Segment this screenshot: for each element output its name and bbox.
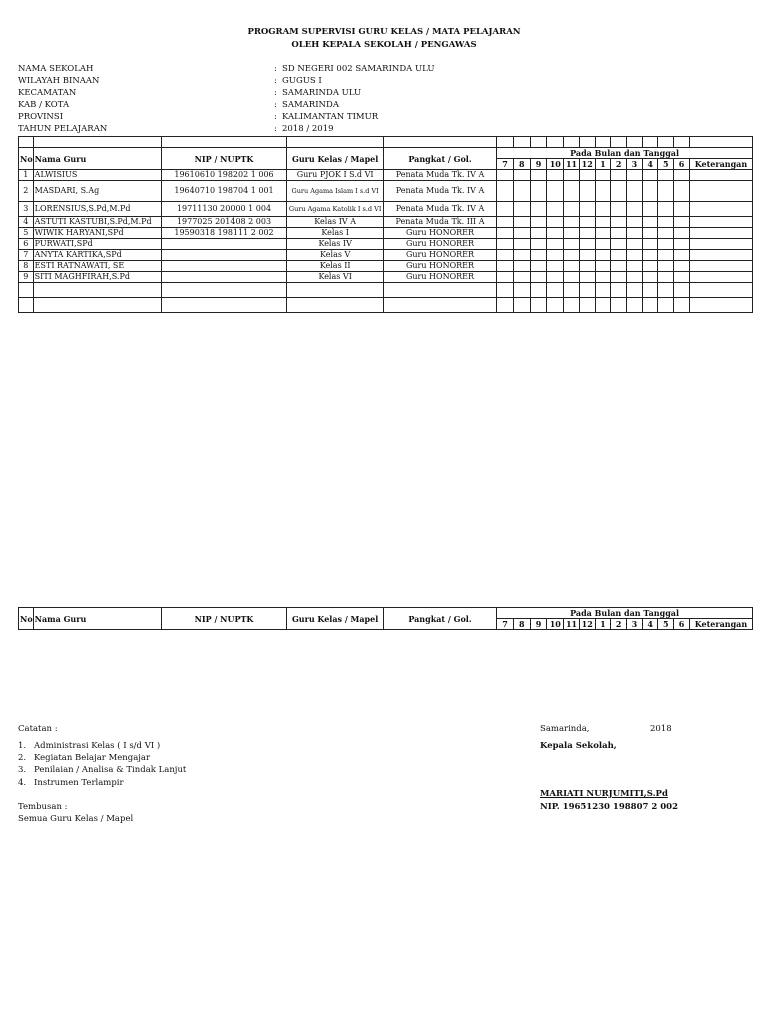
cell-kelas: Kelas II [287,261,383,272]
header-nip: NIP / NUPTK [161,608,287,630]
date-cell [595,261,611,272]
info-label: KECAMATAN [18,88,77,98]
month-cell: 5 [658,159,674,170]
date-cell [627,217,643,228]
blank-row [19,298,753,313]
date-cell [513,239,530,250]
cell-nip [161,272,287,283]
month-cell: 2 [611,159,627,170]
header-bulan: Pada Bulan dan Tanggal [497,608,753,619]
info-value: SAMARINDA [282,100,339,110]
cell-nip: 19640710 198704 1 001 [161,181,287,202]
date-cell [530,272,547,283]
month-cell: 8 [513,159,530,170]
date-cell [497,170,514,181]
cell-nama: ALWISIUS [33,170,161,181]
info-colon: : [274,64,277,74]
date-cell [627,228,643,239]
date-cell [530,250,547,261]
date-cell [611,181,627,202]
cell-no: 6 [19,239,34,250]
date-cell [595,170,611,181]
info-label: KAB / KOTA [18,100,70,110]
catatan-item: Kegiatan Belajar Mengajar [34,753,151,763]
date-cell [530,228,547,239]
date-cell [513,250,530,261]
header-pangkat: Pangkat / Gol. [383,148,496,170]
date-cell [579,239,595,250]
date-cell [642,239,658,250]
date-cell [579,250,595,261]
table-row [19,217,753,228]
document-subtitle: OLEH KEPALA SEKOLAH / PENGAWAS [291,40,477,50]
month-cell: 7 [497,159,514,170]
date-cell [547,170,564,181]
date-cell [674,228,690,239]
info-value: KALIMANTAN TIMUR [282,112,379,122]
month-cell: 1 [595,619,611,630]
date-cell [547,217,564,228]
date-cell [564,181,580,202]
cell-kelas: Guru Agama Islam I s.d VI [287,181,383,202]
date-cell [627,261,643,272]
tembusan-label: Tembusan : [18,802,68,812]
date-cell [642,272,658,283]
header-kelas: Guru Kelas / Mapel [287,148,383,170]
month-cell: 12 [579,159,595,170]
cell-kelas: Guru PJOK I S.d VI [287,170,383,181]
month-cell: 8 [513,619,530,630]
date-cell [642,170,658,181]
month-cell: 5 [658,619,674,630]
supervision-table [18,136,753,313]
date-cell [627,239,643,250]
keterangan-cell [689,202,752,217]
date-cell [595,239,611,250]
date-cell [530,261,547,272]
date-cell [564,217,580,228]
date-cell [642,202,658,217]
info-colon: : [274,100,277,110]
date-cell [642,217,658,228]
keterangan-cell [689,170,752,181]
info-label: WILAYAH BINAAN [18,76,100,86]
signer-nip: NIP. 19651230 198807 2 002 [540,802,678,812]
catatan-item-number: 1. [18,741,27,751]
cell-no: 3 [19,202,34,217]
info-colon: : [274,112,277,122]
signature-position: Kepala Sekolah, [540,741,617,751]
date-cell [642,181,658,202]
cell-kelas: Kelas V [287,250,383,261]
header-no: No [19,148,34,170]
date-cell [674,181,690,202]
cell-nama: ANYTA KARTIKA,SPd [33,250,161,261]
date-cell [564,202,580,217]
table-row [19,261,753,272]
month-cell: 7 [497,619,514,630]
date-cell [658,228,674,239]
table-row [19,202,753,217]
table-row [19,181,753,202]
date-cell [547,261,564,272]
date-cell [642,228,658,239]
date-cell [497,202,514,217]
date-cell [530,170,547,181]
month-cell: 1 [595,159,611,170]
month-cell: 2 [611,619,627,630]
date-cell [547,202,564,217]
header-bulan: Pada Bulan dan Tanggal [497,148,753,159]
date-cell [513,272,530,283]
cell-nama: SITI MAGHFIRAH,S.Pd [33,272,161,283]
cell-pangkat: Guru HONORER [383,272,496,283]
header-row [19,608,753,619]
date-cell [595,250,611,261]
date-cell [497,261,514,272]
month-cell: 6 [674,619,690,630]
signer-name: MARIATI NURJUMITI,S.Pd [540,789,668,799]
date-cell [497,228,514,239]
cell-pangkat: Penata Muda Tk. IV A [383,202,496,217]
date-cell [579,228,595,239]
keterangan-cell [689,261,752,272]
catatan-item: Instrumen Terlampir [34,778,124,788]
date-cell [658,261,674,272]
cell-no: 2 [19,181,34,202]
cell-no: 9 [19,272,34,283]
date-cell [595,181,611,202]
date-cell [530,202,547,217]
date-cell [658,181,674,202]
info-colon: : [274,124,277,134]
keterangan-cell [689,181,752,202]
keterangan-cell [689,250,752,261]
cell-nama: WIWIK HARYANI,SPd [33,228,161,239]
date-cell [611,170,627,181]
date-cell [547,181,564,202]
date-cell [658,170,674,181]
date-cell [674,261,690,272]
catatan-item-number: 3. [18,765,27,775]
blank-row [19,283,753,298]
date-cell [564,250,580,261]
date-cell [497,239,514,250]
date-cell [627,170,643,181]
date-cell [674,217,690,228]
info-label: NAMA SEKOLAH [18,64,94,74]
date-cell [579,202,595,217]
date-cell [674,170,690,181]
date-cell [627,202,643,217]
month-cell: 4 [642,619,658,630]
date-cell [579,170,595,181]
date-cell [497,250,514,261]
month-cell: 6 [674,159,690,170]
header-no: No [19,608,34,630]
date-cell [658,239,674,250]
cell-kelas: Kelas VI [287,272,383,283]
date-cell [579,272,595,283]
cell-nip [161,261,287,272]
date-cell [513,217,530,228]
keterangan-cell [689,228,752,239]
table-row [19,239,753,250]
tembusan-value: Semua Guru Kelas / Mapel [18,814,134,824]
catatan-item-number: 2. [18,753,27,763]
info-colon: : [274,88,277,98]
info-colon: : [274,76,277,86]
month-cell: 11 [564,159,580,170]
month-cell: 10 [547,159,564,170]
info-value: SAMARINDA ULU [282,88,362,98]
blank-header-row [19,137,753,148]
catatan-item: Penilaian / Analisa & Tindak Lanjut [34,765,187,775]
date-cell [513,261,530,272]
date-cell [642,250,658,261]
month-cell: 10 [547,619,564,630]
date-cell [611,228,627,239]
date-cell [547,228,564,239]
date-cell [674,239,690,250]
date-cell [530,181,547,202]
date-cell [530,239,547,250]
table-row [19,228,753,239]
table-row [19,250,753,261]
date-cell [547,239,564,250]
info-label: TAHUN PELAJARAN [18,124,108,134]
month-cell: 4 [642,159,658,170]
month-cell: 12 [579,619,595,630]
cell-kelas: Kelas IV A [287,217,383,228]
date-cell [642,261,658,272]
cell-nama: LORENSIUS,S.Pd,M.Pd [33,202,161,217]
signature-year: 2018 [650,724,672,734]
cell-pangkat: Penata Muda Tk. IV A [383,181,496,202]
cell-nip [161,239,287,250]
cell-no: 1 [19,170,34,181]
date-cell [674,202,690,217]
catatan-item-number: 4. [18,778,27,788]
date-cell [513,228,530,239]
header-keterangan: Keterangan [689,619,752,630]
cell-no: 7 [19,250,34,261]
date-cell [579,261,595,272]
cell-nip: 19711130 20000 1 004 [161,202,287,217]
date-cell [674,250,690,261]
header-nama: Nama Guru [33,608,161,630]
cell-no: 8 [19,261,34,272]
header-nip: NIP / NUPTK [161,148,287,170]
date-cell [579,217,595,228]
supervision-table-header-repeat [18,607,753,630]
date-cell [658,250,674,261]
date-cell [595,217,611,228]
info-value: GUGUS I [282,76,322,86]
info-value: 2018 / 2019 [282,124,334,134]
date-cell [611,272,627,283]
date-cell [513,181,530,202]
keterangan-cell [689,239,752,250]
date-cell [547,272,564,283]
table-row [19,170,753,181]
catatan-item: Administrasi Kelas ( I s/d VI ) [34,741,161,751]
info-value: SD NEGERI 002 SAMARINDA ULU [282,64,435,74]
header-nama: Nama Guru [33,148,161,170]
cell-nip [161,250,287,261]
date-cell [530,217,547,228]
cell-kelas: Kelas IV [287,239,383,250]
date-cell [547,250,564,261]
cell-nama: ASTUTI KASTUBI,S.Pd,M.Pd [33,217,161,228]
date-cell [658,217,674,228]
cell-pangkat: Guru HONORER [383,250,496,261]
date-cell [497,181,514,202]
date-cell [513,170,530,181]
cell-no: 4 [19,217,34,228]
cell-pangkat: Guru HONORER [383,261,496,272]
date-cell [674,272,690,283]
date-cell [627,250,643,261]
cell-pangkat: Penata Muda Tk. III A [383,217,496,228]
date-cell [497,272,514,283]
cell-nama: ESTI RATNAWATI, SE [33,261,161,272]
cell-pangkat: Penata Muda Tk. IV A [383,170,496,181]
cell-pangkat: Guru HONORER [383,239,496,250]
header-kelas: Guru Kelas / Mapel [287,608,383,630]
date-cell [564,170,580,181]
header-pangkat: Pangkat / Gol. [383,608,496,630]
cell-kelas: Guru Agama Katolik I s.d VI [287,202,383,217]
date-cell [611,202,627,217]
date-cell [611,261,627,272]
month-cell: 11 [564,619,580,630]
date-cell [595,202,611,217]
signature-place: Samarinda, [540,724,590,734]
cell-pangkat: Guru HONORER [383,228,496,239]
month-cell: 9 [530,159,547,170]
date-cell [658,272,674,283]
date-cell [595,272,611,283]
cell-nip: 19610610 198202 1 006 [161,170,287,181]
keterangan-cell [689,217,752,228]
cell-kelas: Kelas I [287,228,383,239]
date-cell [564,228,580,239]
table-row [19,272,753,283]
date-cell [579,181,595,202]
cell-no: 5 [19,228,34,239]
date-cell [611,217,627,228]
date-cell [564,261,580,272]
cell-nip: 1977025 201408 2 003 [161,217,287,228]
date-cell [627,272,643,283]
date-cell [595,228,611,239]
document-title: PROGRAM SUPERVISI GURU KELAS / MATA PELAJARAN [247,27,521,37]
date-cell [564,239,580,250]
catatan-label: Catatan : [18,724,58,734]
date-cell [611,239,627,250]
info-label: PROVINSI [18,112,64,122]
date-cell [611,250,627,261]
month-cell: 3 [627,619,643,630]
date-cell [497,217,514,228]
month-cell: 9 [530,619,547,630]
header-keterangan: Keterangan [689,159,752,170]
month-cell: 3 [627,159,643,170]
date-cell [658,202,674,217]
date-cell [564,272,580,283]
keterangan-cell [689,272,752,283]
date-cell [627,181,643,202]
date-cell [513,202,530,217]
cell-nama: PURWATI,SPd [33,239,161,250]
cell-nip: 19590318 198111 2 002 [161,228,287,239]
header-row [19,148,753,159]
cell-nama: MASDARI, S.Ag [33,181,161,202]
